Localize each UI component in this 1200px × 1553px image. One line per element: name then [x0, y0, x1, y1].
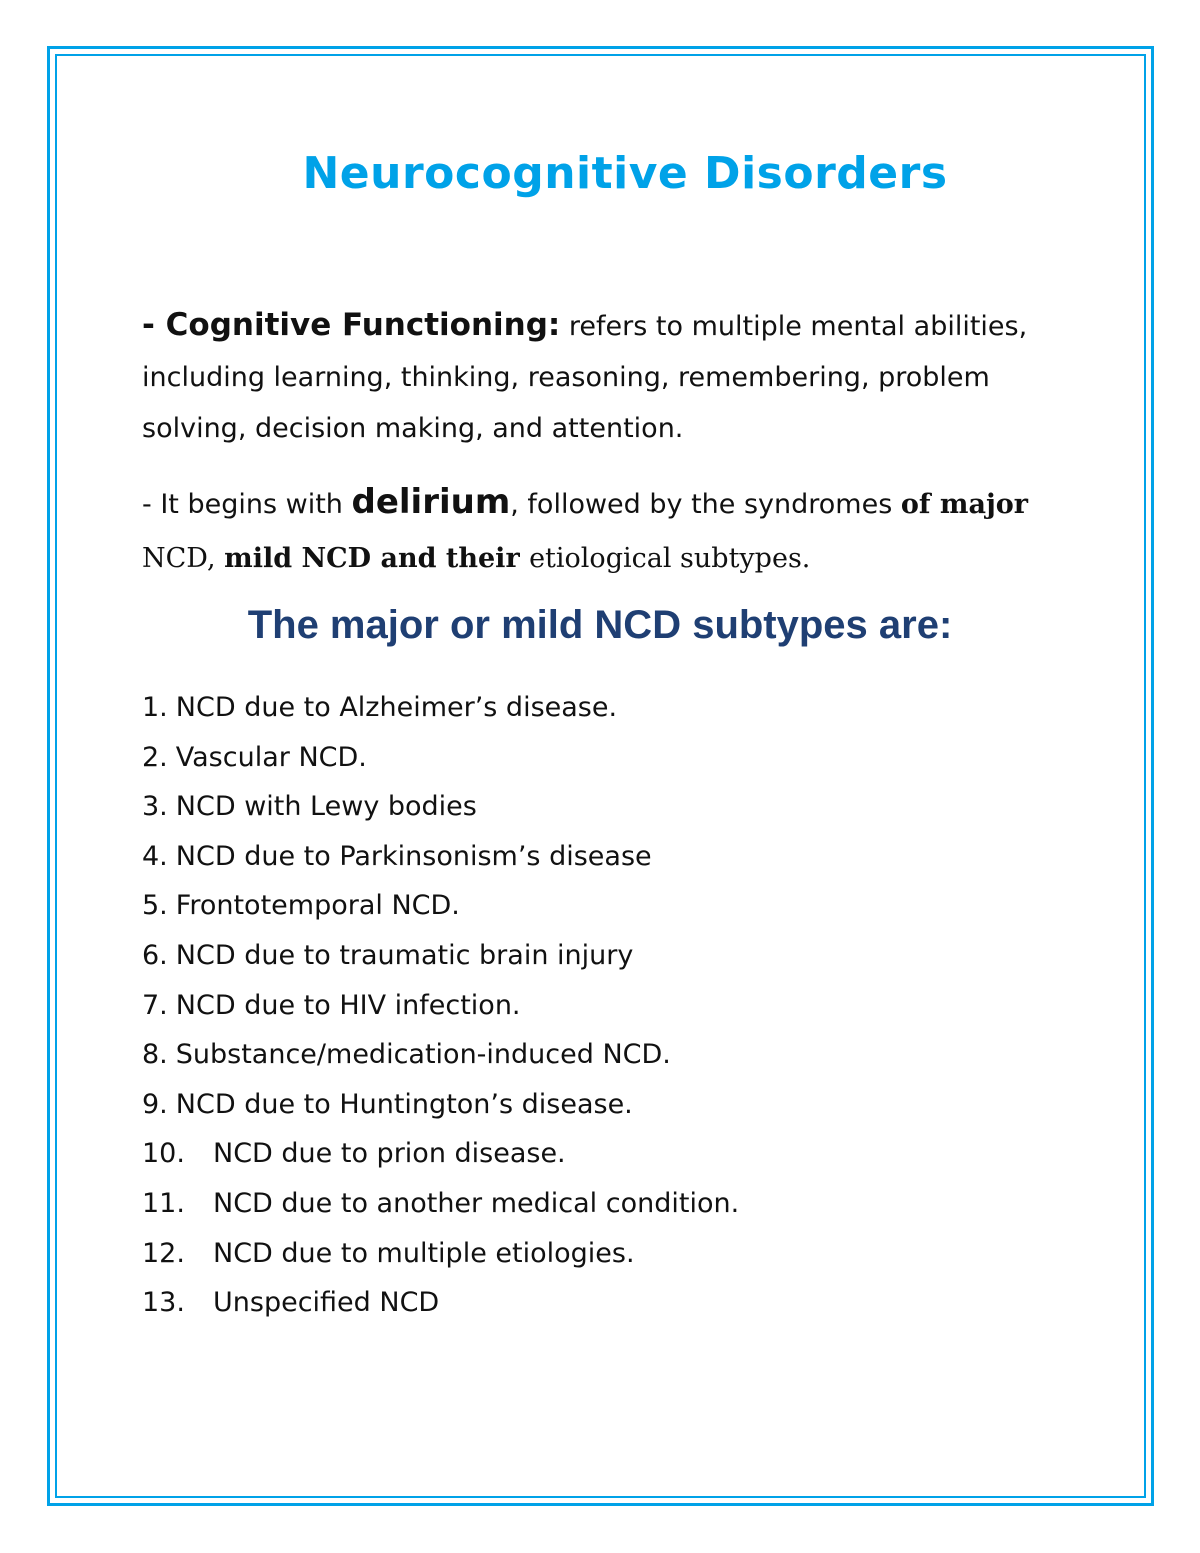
list-item-text: NCD due to Huntington’s disease. [175, 1088, 633, 1120]
list-item [142, 782, 739, 832]
list-item-text: NCD due to another medical condition. [213, 1187, 740, 1219]
list-item-number: 8. [142, 1039, 168, 1071]
serif-text-ncd: NCD, [142, 543, 225, 574]
list-item-text: NCD due to HIV infection. [175, 989, 521, 1021]
serif-text-mild-ncd: mild NCD [224, 543, 381, 574]
list-item [142, 832, 739, 882]
list-item [142, 881, 739, 931]
list-item-text: Substance/medication-induced NCD. [175, 1039, 671, 1071]
list-item [142, 1278, 739, 1328]
list-item-number: 10. [142, 1138, 185, 1170]
cognitive-functioning-paragraph [142, 300, 1062, 454]
serif-text-and-their: and their [380, 543, 530, 574]
list-item [142, 1030, 739, 1080]
list-item-number: 7. [142, 989, 168, 1021]
list-item-number: 1. [142, 692, 168, 723]
list-item-text: Unspecified NCD [213, 1287, 440, 1319]
list-item-number: 9. [142, 1088, 168, 1120]
list-item-number: 5. [142, 890, 168, 922]
list-item [142, 1080, 739, 1130]
delirium-term: delirium [351, 482, 511, 522]
document-title: Neurocognitive Disorders [302, 148, 948, 199]
list-item-number: 3. [142, 791, 168, 823]
list-item-number: 6. [142, 939, 168, 971]
list-item-text: Frontotemporal NCD. [175, 890, 460, 922]
list-item-text: NCD due to prion disease. [213, 1138, 566, 1170]
list-item-number: 11. [142, 1187, 185, 1219]
list-item-text: NCD due to traumatic brain injury [175, 939, 634, 971]
delirium-intro-text: - It begins with [142, 489, 352, 520]
list-item [142, 1129, 739, 1179]
list-item-number: 4. [142, 840, 168, 872]
list-item [142, 1179, 739, 1229]
list-item [142, 683, 739, 733]
list-item-number: 13. [142, 1287, 185, 1319]
list-item-text: NCD due to Parkinsonism’s disease [175, 840, 652, 872]
list-item [142, 981, 739, 1031]
list-item-text: Vascular NCD. [175, 741, 367, 773]
subtypes-heading: The major or mild NCD subtypes are: [247, 603, 953, 647]
cognitive-functioning-term: - Cognitive Functioning: [142, 307, 561, 343]
delirium-paragraph [142, 475, 1062, 586]
list-item-text: NCD with Lewy bodies [175, 791, 477, 823]
list-item-number: 12. [142, 1237, 185, 1269]
list-item-number: 2. [142, 741, 168, 773]
delirium-followed-text: , followed by the syndromes [510, 489, 901, 520]
subtypes-list [142, 683, 739, 1328]
list-item [142, 931, 739, 981]
list-item [142, 1229, 739, 1279]
list-item-text: NCD due to multiple etiologies. [213, 1237, 635, 1269]
cognitive-functioning-definition: refers to multiple mental abilities, including learning, thinking, reasoning, remembering, problem solving, decision making, and attention. [142, 311, 1028, 444]
list-item [142, 733, 739, 783]
serif-text-etiological-subtypes: etiological subtypes. [529, 543, 811, 574]
list-item-text: NCD due to Alzheimer’s disease. [175, 692, 618, 723]
serif-text-of-major: of major [900, 489, 1028, 520]
